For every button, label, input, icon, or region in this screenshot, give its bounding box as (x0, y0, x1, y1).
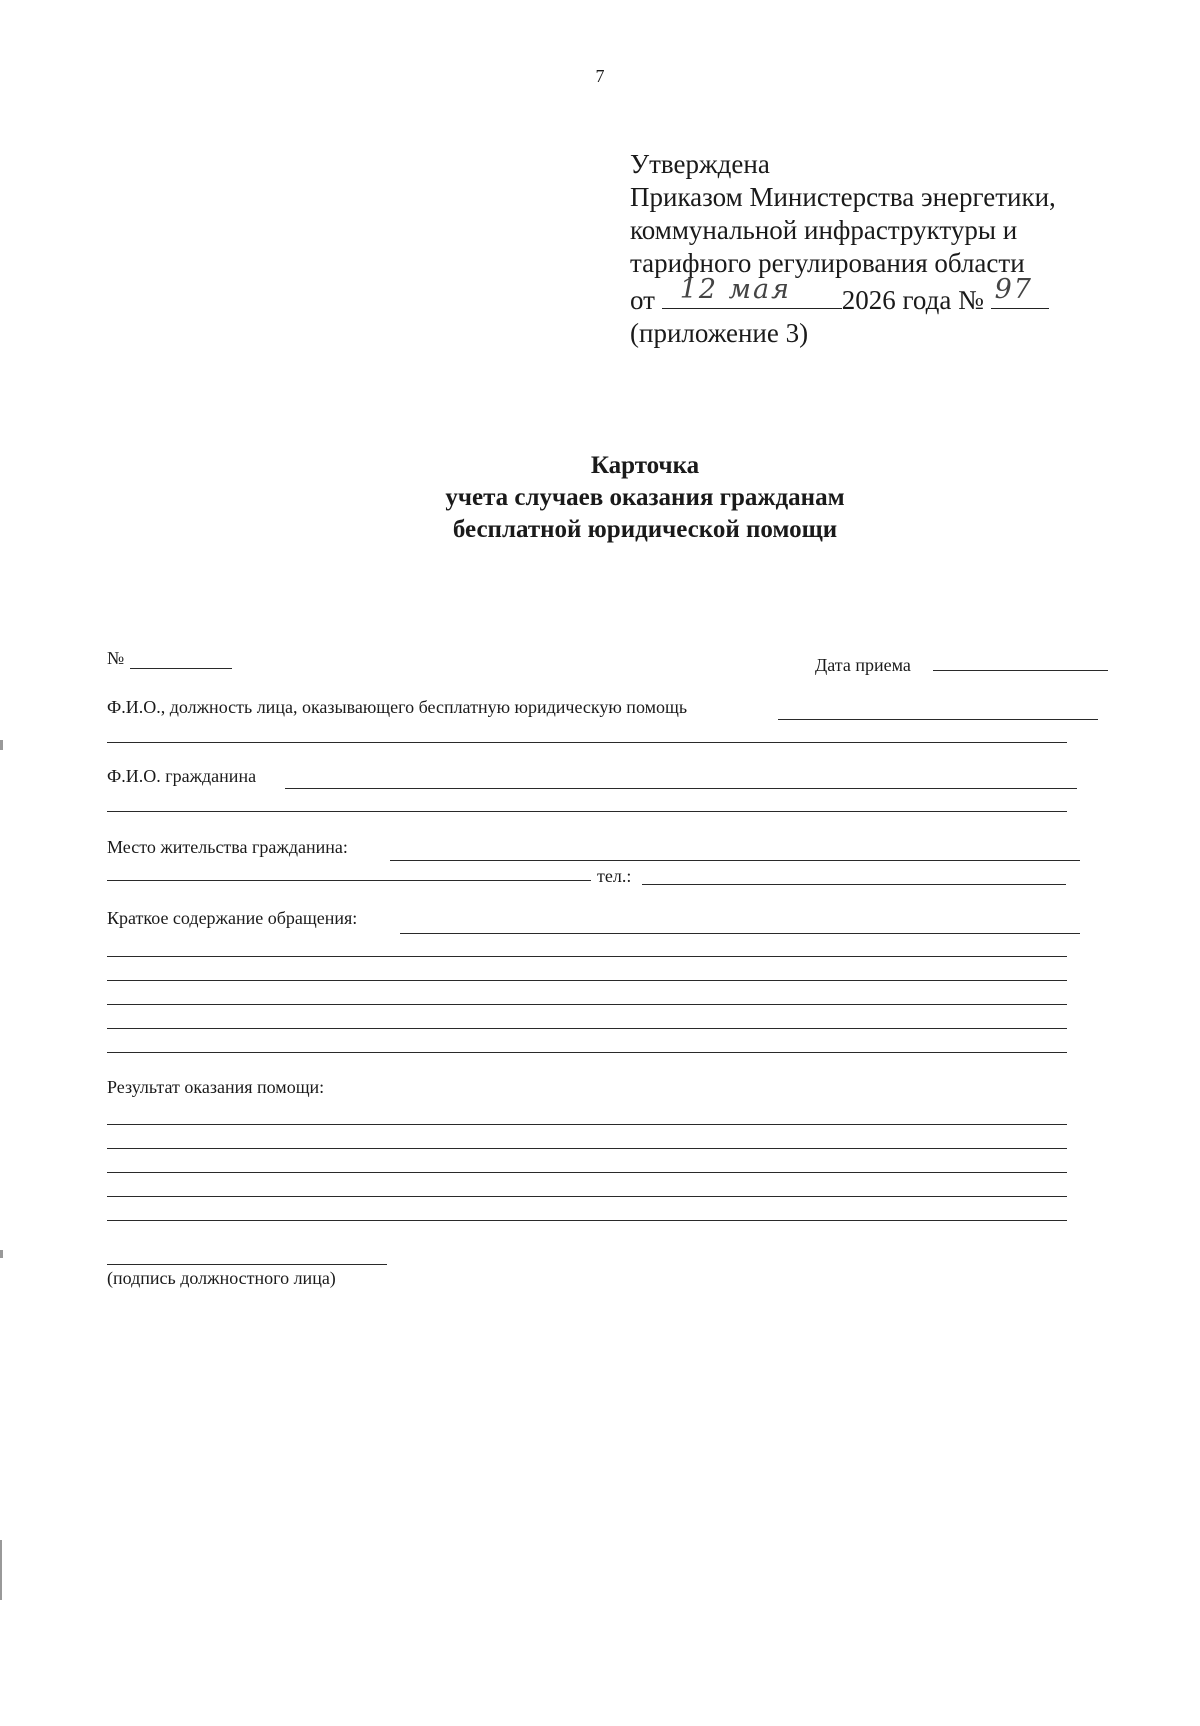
number-sign: № (958, 285, 984, 315)
handwritten-number-blank (991, 274, 1049, 309)
scan-edge-mark (0, 1250, 3, 1258)
approval-line-2: Приказом Министерства энергетики, (630, 182, 1056, 212)
approval-appendix: (приложение 3) (630, 318, 809, 348)
provider-field-line-2[interactable] (107, 742, 1067, 743)
result-field-line-3[interactable] (107, 1172, 1067, 1173)
title-line-1: Карточка (590, 452, 700, 479)
page-number: 7 (595, 66, 605, 86)
citizen-field-line-2[interactable] (107, 811, 1067, 812)
handwritten-date: 12 мая (679, 274, 792, 305)
year-text: 2026 года (841, 285, 952, 315)
signature-caption: (подпись должностного лица) (107, 1268, 336, 1288)
result-field-line-2[interactable] (107, 1148, 1067, 1149)
citizen-label: Ф.И.О. гражданина (107, 766, 257, 786)
handwritten-number: 97 (994, 274, 1033, 305)
signature-field[interactable] (107, 1264, 387, 1265)
citizen-field[interactable] (285, 788, 1077, 789)
residence-field[interactable] (390, 860, 1080, 861)
residence-label: Место жительства гражданина: (107, 837, 348, 857)
title-line-3: бесплатной юридической помощи (452, 516, 838, 543)
handwritten-date-blank (662, 274, 842, 309)
scan-edge-mark (0, 740, 3, 750)
number-field[interactable] (130, 668, 232, 669)
approval-block (630, 148, 1056, 350)
date-field[interactable] (933, 670, 1108, 671)
title-line-2: учета случаев оказания гражданам (445, 484, 845, 511)
summary-field[interactable] (400, 933, 1080, 934)
date-label: Дата приема (815, 655, 911, 675)
summary-field-line-3[interactable] (107, 980, 1067, 981)
result-field-line-4[interactable] (107, 1196, 1067, 1197)
approval-line-4: тарифного регулирования области (630, 248, 1025, 278)
result-label: Результат оказания помощи: (107, 1077, 325, 1097)
summary-label: Краткое содержание обращения: (107, 908, 358, 928)
approval-line-3: коммунальной инфраструктуры и (630, 215, 1018, 245)
result-field-line-1[interactable] (107, 1124, 1067, 1125)
provider-label: Ф.И.О., должность лица, оказывающего бесплатную юридическую помощь (107, 697, 688, 717)
summary-field-line-5[interactable] (107, 1028, 1067, 1029)
scan-edge-mark (0, 1540, 2, 1600)
result-field-line-5[interactable] (107, 1220, 1067, 1221)
date-prefix: от (630, 285, 655, 315)
phone-field[interactable] (642, 884, 1066, 885)
phone-label: тел.: (597, 866, 632, 886)
provider-field[interactable] (778, 719, 1098, 720)
approval-line-1: Утверждена (630, 149, 770, 179)
summary-field-line-4[interactable] (107, 1004, 1067, 1005)
approval-date-line (630, 274, 1056, 317)
summary-field-line-6[interactable] (107, 1052, 1067, 1053)
number-label: № (107, 648, 125, 668)
summary-field-line-2[interactable] (107, 956, 1067, 957)
document-title (0, 450, 1200, 546)
residence-field-line-2[interactable] (107, 880, 591, 881)
